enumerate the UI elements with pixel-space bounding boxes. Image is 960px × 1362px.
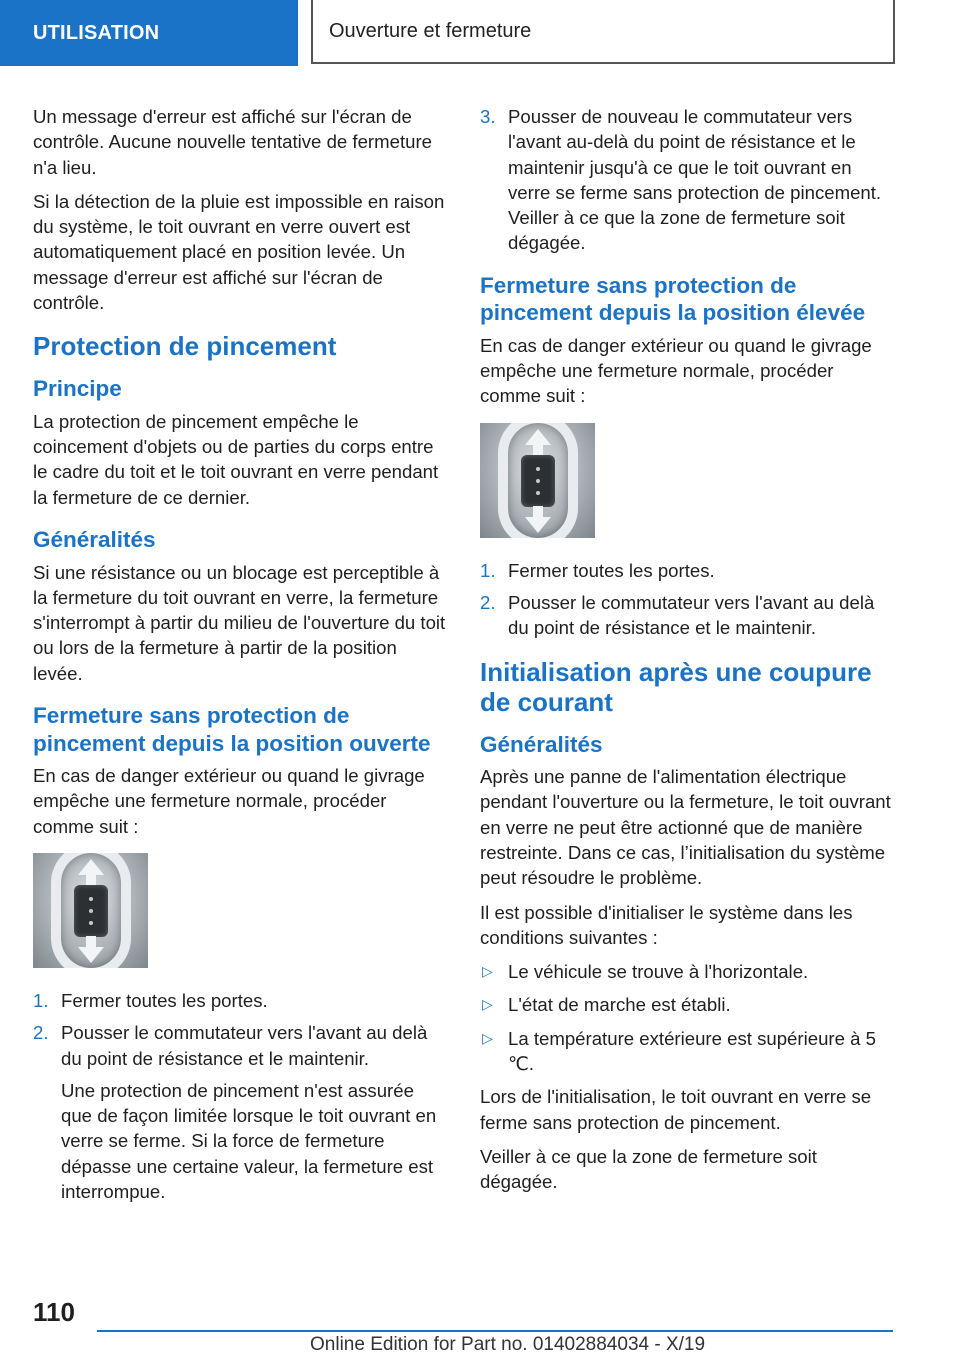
- list-text: L'état de marche est établi.: [508, 994, 731, 1016]
- list-text: Le véhicule se trouve à l'horizontale.: [508, 961, 809, 983]
- list-text: Fermer toutes les portes.: [61, 989, 268, 1011]
- paragraph: Si une résistance ou un blocage est perceptible à la fermeture du toit ouvrant en verre, la fermeture s'interrompt à partir du milieu de l'ouverture du toit ou lors de la fermeture à partir de la position levée.: [33, 561, 446, 684]
- heading-principe: Principe: [33, 376, 122, 402]
- list-item: [480, 959, 895, 984]
- paragraph: Lors de l'initialisation, le toit ouvrant en verre se ferme sans protection de pincement.: [480, 1086, 872, 1133]
- list-item: [480, 558, 895, 583]
- footer-edition: Online Edition for Part no. 01402884034 - X/19: [310, 1334, 706, 1355]
- arrow-down-icon: [525, 517, 551, 533]
- footer-divider: [97, 1330, 893, 1332]
- paragraph: Après une panne de l'alimentation électrique pendant l'ouverture ou la fermeture, le toit ouvrant en verre ne peut être actionné que de manière restreinte. Dans ce cas, l’initialisation du système peut résoudre le problème.: [480, 766, 891, 889]
- list-note: Une protection de pincement n'est assurée que de façon limitée lorsque le toit ouvrant en verre se ferme. Si la force de fermeture dépasse une certaine valeur, la fermeture est interrompue.: [61, 1079, 437, 1203]
- paragraph: En cas de danger extérieur ou quand le givrage empêche une fermeture normale, procéder comme suit :: [480, 334, 872, 407]
- list-text: Pousser le commutateur vers l'avant au delà du point de résistance et le maintenir.: [61, 1022, 428, 1069]
- paragraph: La protection de pincement empêche le coincement d'objets ou de parties du corps entre le cadre du toit et le toit ouvrant en verre pendant la fermeture de ce dernier.: [33, 410, 439, 508]
- list-item: [480, 104, 895, 256]
- list-text: Fermer toutes les portes.: [508, 559, 715, 581]
- switch-icon: [521, 455, 555, 507]
- paragraph: Un message d'erreur est affiché sur l'écran de contrôle. Aucune nouvelle tentative de fermeture n'a lieu.: [33, 106, 432, 178]
- roof-switch-image: [480, 423, 595, 538]
- heading-fermeture-ouverte: Fermeture sans protection de pincement depuis la position ouverte: [33, 703, 431, 756]
- list-item: [480, 590, 895, 641]
- left-column: [33, 104, 448, 1211]
- paragraph: Si la détection de la pluie est impossible en raison du système, le toit ouvrant en verre ouvert est automatiquement placé en position levée. Un message d'erreur est affiché sur l'écran de contrôle.: [33, 190, 445, 314]
- list-text: La température extérieure est supérieure à 5 ℃.: [508, 1027, 876, 1075]
- paragraph: En cas de danger extérieur ou quand le givrage empêche une fermeture normale, procéder comme suit :: [33, 765, 425, 837]
- arrow-up-icon: [78, 859, 104, 875]
- list-number: 2.: [480, 591, 496, 613]
- list-number: 1.: [480, 559, 496, 581]
- chapter-title: Ouverture et fermeture: [311, 0, 895, 64]
- triangle-right-icon: ▷: [482, 996, 493, 1013]
- list-text: Pousser le commutateur vers l'avant au delà du point de résistance et le maintenir.: [508, 591, 875, 639]
- right-column: [480, 104, 895, 1204]
- list-number: 3.: [480, 106, 496, 127]
- list-item: [480, 992, 895, 1017]
- heading-generalites: Généralités: [480, 731, 603, 757]
- heading-fermeture-elevee: Fermeture sans protection de pincement depuis la position élevée: [480, 272, 866, 326]
- roof-switch-image: [33, 853, 148, 968]
- paragraph: Veiller à ce que la zone de fermeture soit dégagée.: [480, 1145, 817, 1193]
- paragraph: Il est possible d'initialiser le système dans les conditions suivantes :: [480, 901, 853, 948]
- page-number: 110: [33, 1297, 75, 1327]
- switch-icon: [74, 885, 108, 937]
- list-number: 2.: [33, 1022, 49, 1044]
- heading-protection: Protection de pincement: [33, 331, 337, 362]
- arrow-up-icon: [525, 429, 551, 445]
- heading-initialisation: Initialisation après une coupure de courant: [480, 656, 872, 717]
- section-tab: UTILISATION: [0, 0, 298, 66]
- arrow-down-icon: [78, 947, 104, 963]
- triangle-right-icon: ▷: [482, 1029, 493, 1046]
- list-number: 1.: [33, 989, 49, 1011]
- triangle-right-icon: ▷: [482, 963, 493, 980]
- heading-generalites: Généralités: [33, 527, 156, 553]
- list-item: [480, 1026, 895, 1077]
- list-item: [33, 988, 448, 1013]
- list-text: Pousser de nouveau le commutateur vers l'avant au-delà du point de résistance et le maintenir jusqu'à ce que le toit ouvrant en verre se ferme sans protection de pincement. Veiller à ce que la zone de fermeture soit dégagée.: [508, 106, 882, 254]
- list-item: [33, 1020, 448, 1204]
